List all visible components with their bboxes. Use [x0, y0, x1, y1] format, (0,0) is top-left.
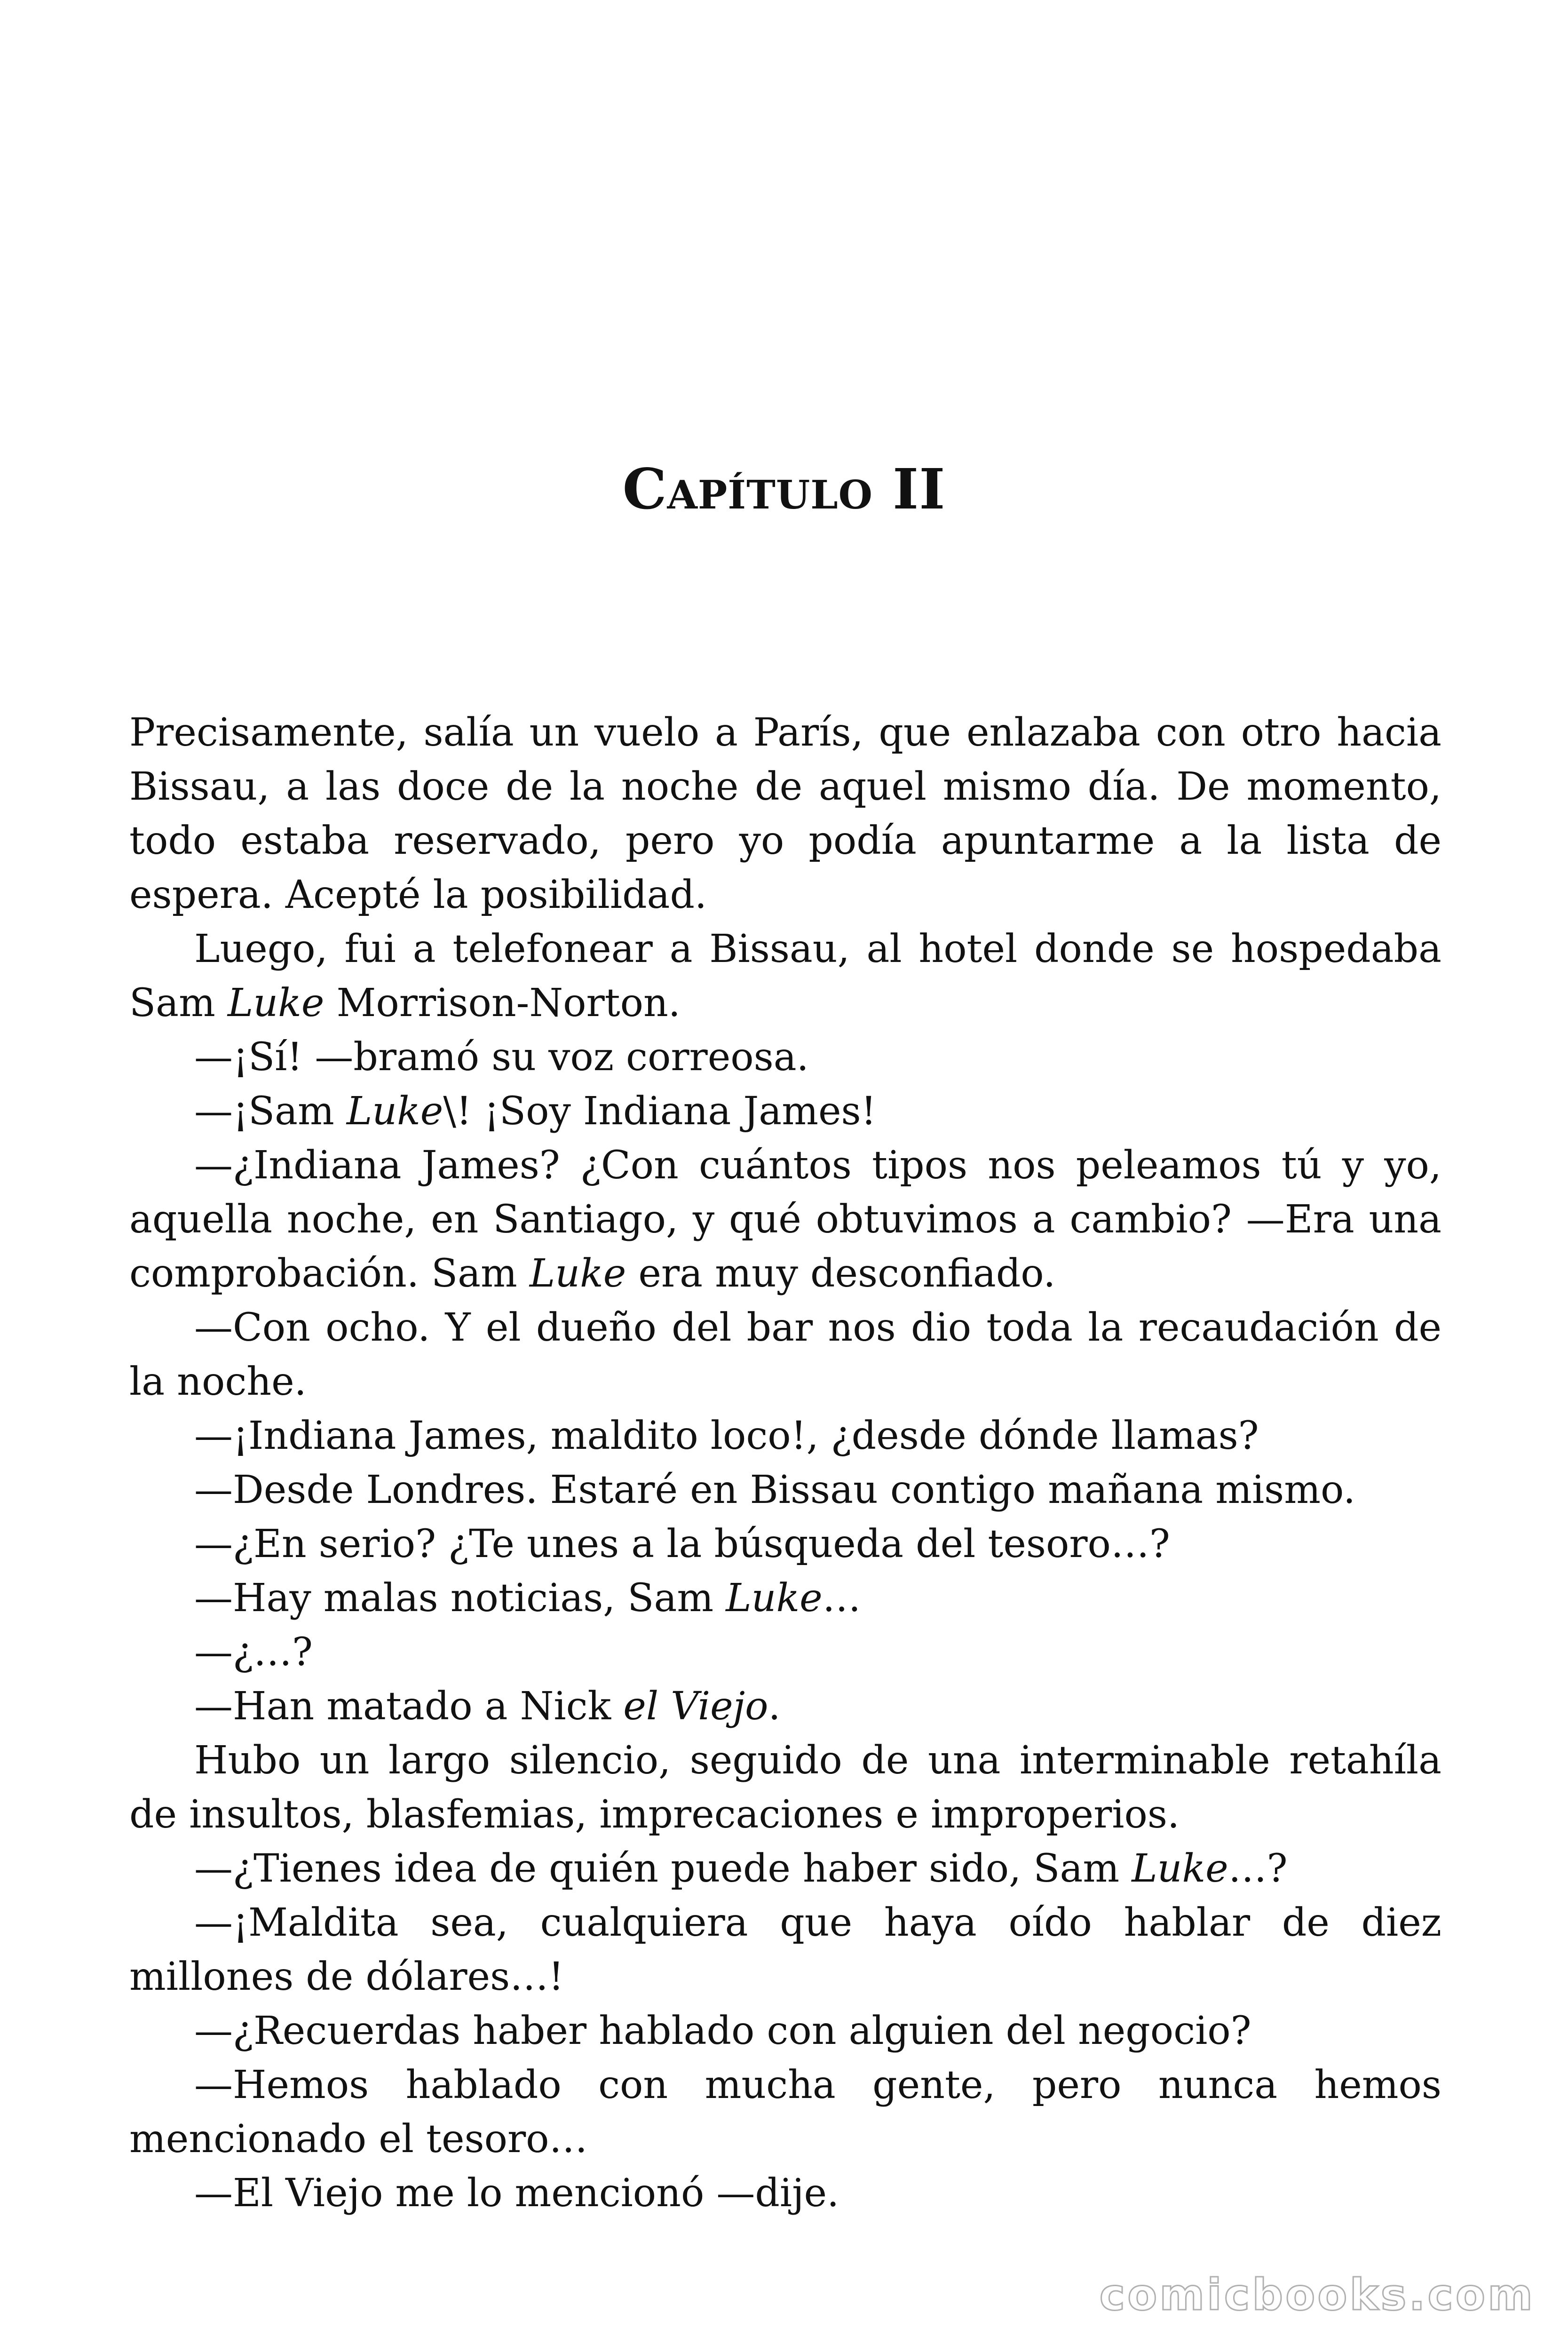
paragraph — [129, 1301, 1441, 1409]
text-run: Precisamente, salía un vuelo a París, que enlazaba con otro hacia Bissau, a las doce de la noche de aquel mismo día. De momento, todo estaba reservado, pero yo podía apuntarme a la lista de espera. Acepté la posibilidad. — [129, 710, 1441, 917]
text-run: —¿Indiana James? ¿Con cuántos tipos nos peleamos tú y yo, aquella noche, en Santiago, y qué obtuvimos a cambio? —Era una comprobación. Sam — [129, 1143, 1441, 1296]
paragraph — [129, 2004, 1441, 2058]
italic-text: Luke — [529, 1251, 626, 1296]
text-run: —Han matado a Nick — [194, 1684, 624, 1729]
paragraph — [129, 2166, 1441, 2220]
paragraph — [129, 1463, 1441, 1517]
watermark: comicbooks.com — [1099, 2270, 1535, 2320]
italic-text: Luke — [346, 1089, 443, 1134]
italic-text: Luke — [726, 1576, 823, 1621]
chapter-body — [129, 706, 1441, 2220]
paragraph — [129, 1896, 1441, 2004]
text-run: —¡Sam — [194, 1089, 347, 1134]
paragraph — [129, 1571, 1441, 1625]
paragraph — [129, 1842, 1441, 1896]
paragraph — [129, 706, 1441, 922]
paragraph — [129, 1517, 1441, 1571]
paragraph — [129, 1409, 1441, 1463]
text-run: Luego, fui a telefonear a Bissau, al hotel donde se hospedaba Sam — [129, 927, 1441, 1025]
paragraph — [129, 1733, 1441, 1842]
text-run: —¡Maldita sea, cualquiera que haya oído hablar de diez millones de dólares…! — [129, 1900, 1441, 1999]
text-run: Morrison-Norton. — [324, 981, 681, 1025]
paragraph — [129, 2058, 1441, 2166]
paragraph — [129, 1625, 1441, 1679]
chapter-title: Capítulo II — [622, 456, 946, 522]
paragraph — [129, 1084, 1441, 1138]
text-run: —Desde Londres. Estaré en Bissau contigo mañana mismo. — [194, 1468, 1356, 1512]
text-run: —¡Sí! —bramó su voz correosa. — [194, 1035, 809, 1080]
text-run: —Hemos hablado con mucha gente, pero nunca hemos mencionado el tesoro… — [129, 2063, 1441, 2161]
text-run: —El Viejo me lo mencionó —dije. — [194, 2171, 839, 2216]
italic-text: Luke — [1132, 1846, 1228, 1891]
text-run: Hubo un largo silencio, seguido de una interminable retahíla de insultos, blasfemias, imprecaciones e improperios. — [129, 1738, 1441, 1837]
text-run: \! ¡Soy Indiana James! — [443, 1089, 877, 1134]
text-run: …? — [1228, 1846, 1288, 1891]
text-run: . — [768, 1684, 781, 1729]
text-run: —¿Tienes idea de quién puede haber sido, Sam — [194, 1846, 1132, 1891]
italic-text: el Viejo — [623, 1684, 768, 1729]
text-run: —Con ocho. Y el dueño del bar nos dio toda la recaudación de la noche. — [129, 1305, 1441, 1404]
paragraph — [129, 1138, 1441, 1301]
paragraph — [129, 1030, 1441, 1084]
text-run: —¡Indiana James, maldito loco!, ¿desde dónde llamas? — [194, 1414, 1259, 1458]
paragraph — [129, 922, 1441, 1030]
text-run: —¿Recuerdas haber hablado con alguien del negocio? — [194, 2009, 1251, 2053]
text-run: —¿…? — [194, 1630, 313, 1675]
text-run: … — [822, 1576, 861, 1621]
italic-text: Luke — [227, 981, 325, 1025]
text-run: —¿En serio? ¿Te unes a la búsqueda del tesoro…? — [194, 1522, 1170, 1566]
paragraph — [129, 1679, 1441, 1733]
text-run: —Hay malas noticias, Sam — [194, 1576, 726, 1621]
text-run: era muy desconfiado. — [626, 1251, 1056, 1296]
